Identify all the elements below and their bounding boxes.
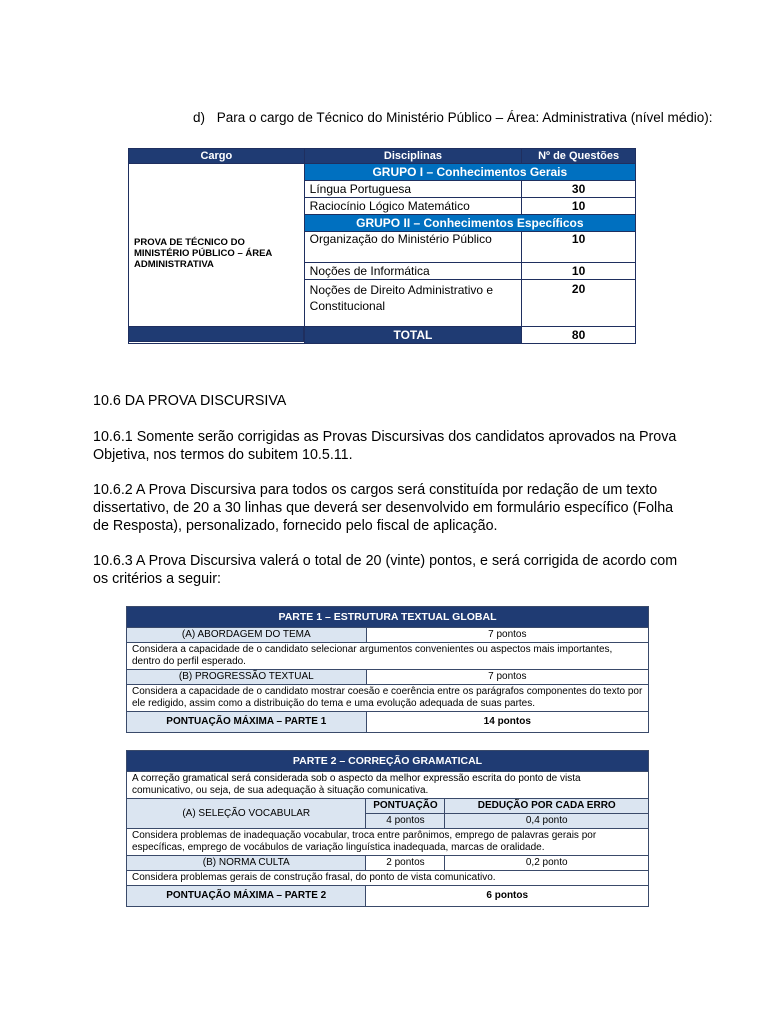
- max-label: PONTUAÇÃO MÁXIMA – PARTE 1: [127, 712, 367, 733]
- criterion-points: 2 pontos: [366, 856, 445, 871]
- group2-title: GRUPO II – Conhecimentos Específicos: [304, 215, 635, 232]
- disciplina-cell: Raciocínio Lógico Matemático: [304, 198, 522, 215]
- cargo-cell: PROVA DE TÉCNICO DO MINISTÉRIO PÚBLICO – ÁREA ADMINISTRATIVA: [129, 164, 305, 344]
- questoes-cell: 10: [522, 198, 636, 215]
- table-row: [127, 871, 649, 886]
- part2-intro: A correção gramatical será considerada sob o aspecto da melhor expressão escrita do ponto de vista comunicativo, ou seja, de sua adequação à situação comunicativa.: [127, 772, 649, 799]
- total-value: 80: [522, 327, 636, 344]
- criterion-label: (A) SELEÇÃO VOCABULAR: [127, 799, 366, 829]
- max-label: PONTUAÇÃO MÁXIMA – PARTE 2: [127, 886, 366, 907]
- criterion-points: 4 pontos: [366, 814, 445, 829]
- table-caption: [193, 110, 713, 125]
- header-cargo: Cargo: [129, 149, 305, 164]
- criterion-label: (A) ABORDAGEM DO TEMA: [127, 628, 367, 643]
- criterion-deduction: 0,2 ponto: [445, 856, 649, 871]
- table-row: [127, 856, 649, 871]
- paragraph-10-6-2: 10.6.2 A Prova Discursiva para todos os cargos será constituída por redação de um texto dissertativo, de 20 a 30 linhas que deverá ser desenvolvido em formulário específico (Folha de Resposta), personalizado, fornecido pelo fiscal de aplicação.: [93, 482, 674, 534]
- header-disciplinas: Disciplinas: [304, 149, 522, 164]
- total-label: TOTAL: [304, 327, 522, 344]
- criterion-description: Considera problemas de inadequação vocabular, troca entre parônimos, emprego de palavras gerais por específicas, emprego de vocábulos de variação linguística inadequada, marcas de oralidade.: [127, 829, 649, 856]
- table-row: [127, 829, 649, 856]
- col-pontuacao: PONTUAÇÃO: [366, 799, 445, 814]
- part1-table: [126, 606, 649, 733]
- questoes-cell: 10: [522, 263, 636, 280]
- criterion-description: Considera a capacidade de o candidato mostrar coesão e coerência entre os parágrafos componentes do texto por ele redigido, assim como a distribuição do tema e uma evolução adequada de suas partes.: [127, 685, 649, 712]
- header-questoes: Nº de Questões: [522, 149, 636, 164]
- caption-text: Para o cargo de Técnico do Ministério Público – Área: Administrativa (nível médio):: [216, 110, 713, 125]
- part2-title: PARTE 2 – CORREÇÃO GRAMATICAL: [127, 751, 649, 772]
- table-row: [127, 685, 649, 712]
- part2-table: [126, 750, 649, 907]
- part1-total-row: [127, 712, 649, 733]
- part1-title: PARTE 1 – ESTRUTURA TEXTUAL GLOBAL: [127, 607, 649, 628]
- criterion-points: 7 pontos: [366, 670, 648, 685]
- paragraph-10-6-1: 10.6.1 Somente serão corrigidas as Provas Discursivas dos candidatos aprovados na Prova Objetiva, nos termos do subitem 10.5.11.: [93, 429, 677, 463]
- questions-table: [128, 148, 636, 344]
- section-heading: 10.6 DA PROVA DISCURSIVA: [93, 393, 287, 409]
- table-header-row: [129, 149, 636, 164]
- criterion-label: (B) PROGRESSÃO TEXTUAL: [127, 670, 367, 685]
- caption-marker: d): [193, 110, 206, 125]
- col-deducao: DEDUÇÃO POR CADA ERRO: [445, 799, 649, 814]
- questoes-cell: 30: [522, 181, 636, 198]
- table-row: [127, 772, 649, 799]
- criterion-deduction: 0,4 ponto: [445, 814, 649, 829]
- max-value: 6 pontos: [366, 886, 649, 907]
- questoes-cell: 20: [522, 280, 636, 327]
- part2-total-row: [127, 886, 649, 907]
- paragraph-10-6-3: 10.6.3 A Prova Discursiva valerá o total de 20 (vinte) pontos, e será corrigida de acordo com os critérios a seguir:: [93, 553, 678, 587]
- disciplina-cell: Noções de Direito Administrativo e Constitucional: [304, 280, 522, 327]
- disciplina-cell: Língua Portuguesa: [304, 181, 522, 198]
- table-row: [127, 670, 649, 685]
- criterion-description: Considera a capacidade de o candidato selecionar argumentos convenientes ou aspectos mais importantes, dentro do perfil esperado.: [127, 643, 649, 670]
- criterion-points: 7 pontos: [366, 628, 648, 643]
- part2-title-row: [127, 751, 649, 772]
- max-value: 14 pontos: [366, 712, 648, 733]
- disciplina-cell: Noções de Informática: [304, 263, 522, 280]
- group1-title: GRUPO I – Conhecimentos Gerais: [304, 164, 635, 181]
- table-row: [127, 799, 649, 814]
- disciplina-cell: Organização do Ministério Público: [304, 232, 522, 263]
- table-row: [127, 628, 649, 643]
- criterion-label: (B) NORMA CULTA: [127, 856, 366, 871]
- cargo-footer-bar: [128, 326, 304, 342]
- part1-title-row: [127, 607, 649, 628]
- group1-row: [129, 164, 636, 181]
- table-row: [127, 643, 649, 670]
- criterion-description: Considera problemas gerais de construção frasal, do ponto de vista comunicativo.: [127, 871, 649, 886]
- questoes-cell: 10: [522, 232, 636, 263]
